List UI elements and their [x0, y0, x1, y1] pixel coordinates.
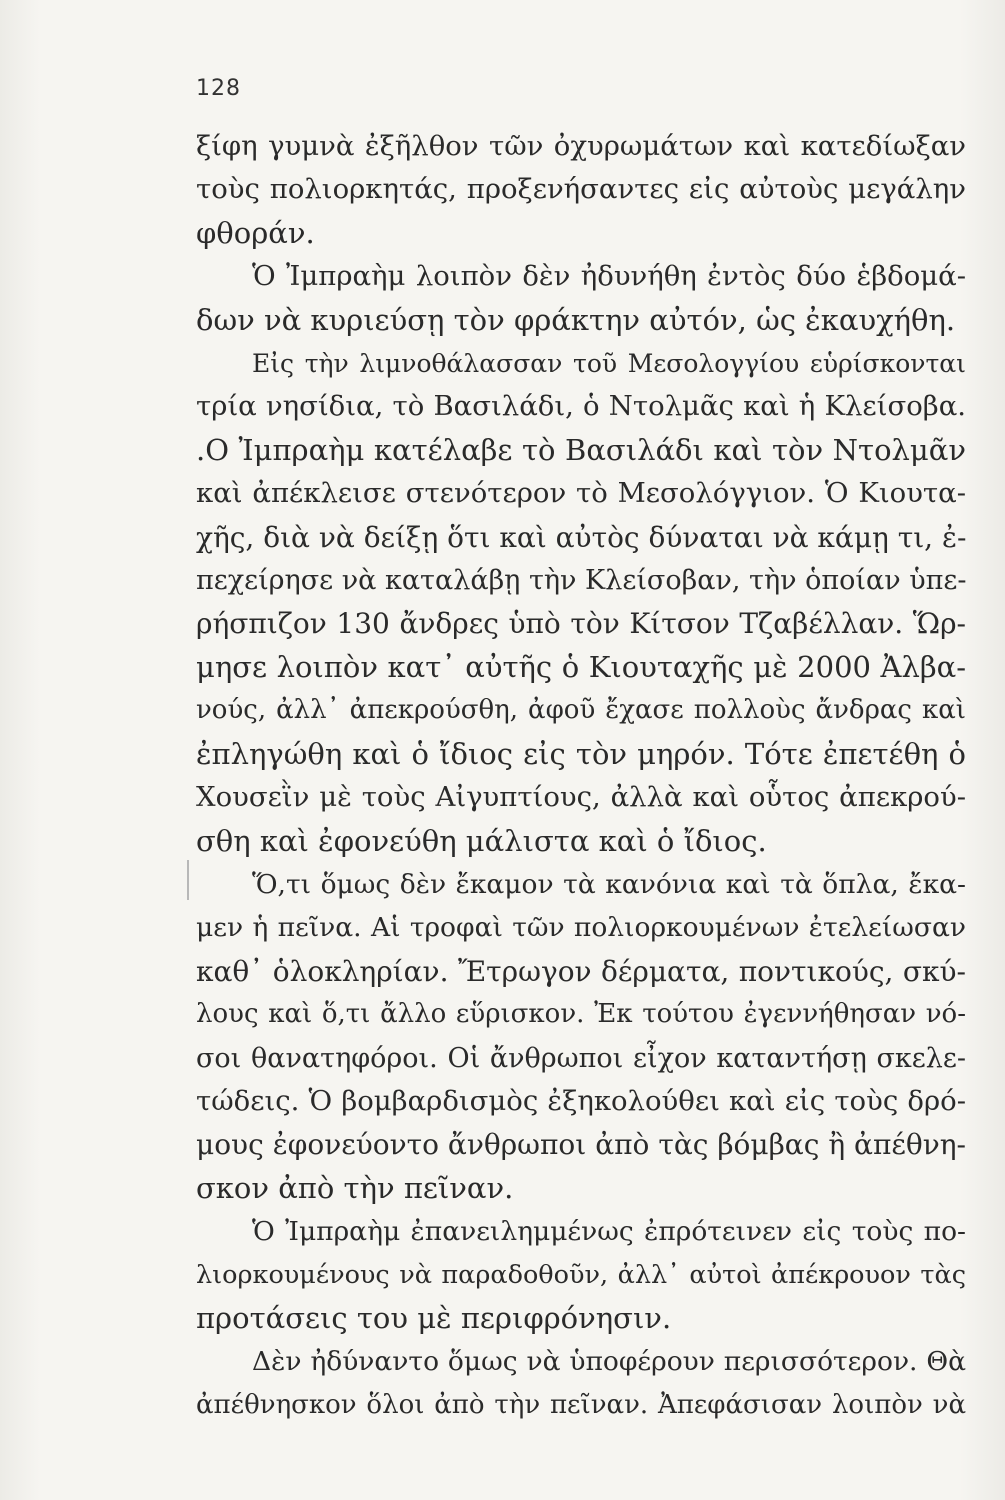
- page-number: 128: [196, 76, 241, 101]
- text-line: .Ο Ἰμπραὴμ κατέλαβε τὸ Βασιλάδι καὶ τὸν Ντολμᾶν: [196, 432, 966, 467]
- text-line: καθ᾽ ὁλοκληρίαν. Ἔτρωγον δέρματα, ποντικούς, σκύ-: [196, 954, 966, 988]
- text-line: τώδεις. Ὁ βομβαρδισμὸς ἐξηκολούθει καὶ εἰς τοὺς δρό-: [196, 1084, 966, 1117]
- text-line: Ὁ Ἰμπραὴμ ἐπανειλημμένως ἐπρότεινεν εἰς τοὺς πο-: [252, 1216, 966, 1248]
- body-text: [196, 125, 966, 1427]
- text-line: χῆς, διὰ νὰ δείξῃ ὅτι καὶ αὐτὸς δύναται νὰ κάμῃ τι, ἐ-: [196, 520, 966, 554]
- text-line: Ὁ Ἰμπραὴμ λοιπὸν δὲν ἠδυνήθη ἐντὸς δύο ἑβδομά-: [252, 260, 966, 293]
- text-line: νούς, ἀλλ᾽ ἀπεκρούσθη, ἀφοῦ ἔχασε πολλοὺς ἄνδρας καὶ: [196, 695, 966, 726]
- text-line: ρήσπιζον 130 ἄνδρες ὑπὸ τὸν Κίτσον Τζαβέλλαν. Ὥρ-: [196, 607, 966, 641]
- text-line: τοὺς πολιορκητάς, προξενήσαντες εἰς αὐτοὺς μεγάλην: [196, 173, 966, 206]
- text-line: ἀπέθνησκον ὅλοι ἀπὸ τὴν πεῖναν. Ἀπεφάσισαν λοιπὸν νὰ: [196, 1389, 966, 1420]
- text-line: Ὅ,τι ὅμως δὲν ἔκαμον τὰ κανόνια καὶ τὰ ὅπλα, ἔκα-: [252, 868, 966, 900]
- text-line: λους καὶ ὅ,τι ἄλλο εὕρισκον. Ἐκ τούτου ἐγεννήθησαν νό-: [196, 999, 966, 1030]
- text-line: ξίφη γυμνὰ ἐξῆλθον τῶν ὀχυρωμάτων καὶ κατεδίωξαν: [196, 130, 966, 162]
- text-line: Χουσεῒν μὲ τοὺς Αἰγυπτίους, ἀλλὰ καὶ οὗτος ἀπεκρού-: [196, 781, 966, 814]
- text-line: πεχείρησε νὰ καταλάβῃ τὴν Κλείσοβαν, τὴν ὁποίαν ὑπε-: [196, 565, 966, 597]
- text-line: τρία νησίδια, τὸ Βασιλάδι, ὁ Ντολμᾶς καὶ ἡ Κλείσοβα.: [196, 390, 966, 423]
- text-line: σκον ἀπὸ τὴν πεῖναν.: [196, 1170, 514, 1205]
- text-line: προτάσεις του μὲ περιφρόνησιν.: [196, 1300, 672, 1335]
- text-line: σοι θανατηφόροι. Οἱ ἄνθρωποι εἶχον καταντήσῃ σκελε-: [196, 1042, 966, 1074]
- text-line: σθη καὶ ἐφονεύθη μάλιστα καὶ ὁ ἴδιος.: [196, 823, 767, 858]
- text-line: Εἰς τὴν λιμνοθάλασσαν τοῦ Μεσολογγίου εὑρίσκονται: [252, 349, 966, 379]
- text-line: μους ἐφονεύοντο ἄνθρωποι ἀπὸ τὰς βόμβας ἢ ἀπέθνη-: [196, 1128, 966, 1162]
- text-line: φθοράν.: [196, 215, 315, 250]
- text-line: καὶ ἀπέκλεισε στενότερον τὸ Μεσολόγγιον. Ὁ Κιουτα-: [196, 477, 966, 510]
- text-line: λιορκουμένους νὰ παραδοθοῦν, ἀλλ᾽ αὐτοὶ ἀπέκρουον τὰς: [196, 1259, 966, 1290]
- text-line: Δὲν ἠδύναντο ὅμως νὰ ὑποφέρουν περισσότερον. Θὰ: [252, 1346, 966, 1378]
- text-line: μεν ἡ πεῖνα. Αἱ τροφαὶ τῶν πολιορκουμένων ἐτελείωσαν: [196, 912, 966, 944]
- text-line: δων νὰ κυριεύσῃ τὸν φράκτην αὐτόν, ὡς ἐκαυχήθη.: [196, 302, 956, 337]
- margin-mark: [187, 860, 189, 900]
- text-line: ἐπληγώθη καὶ ὁ ἴδιος εἰς τὸν μηρόν. Τότε ἐπετέθη ὁ: [196, 736, 966, 771]
- text-line: μησε λοιπὸν κατ᾽ αὐτῆς ὁ Κιουταχῆς μὲ 2000 Ἀλβα-: [196, 649, 966, 684]
